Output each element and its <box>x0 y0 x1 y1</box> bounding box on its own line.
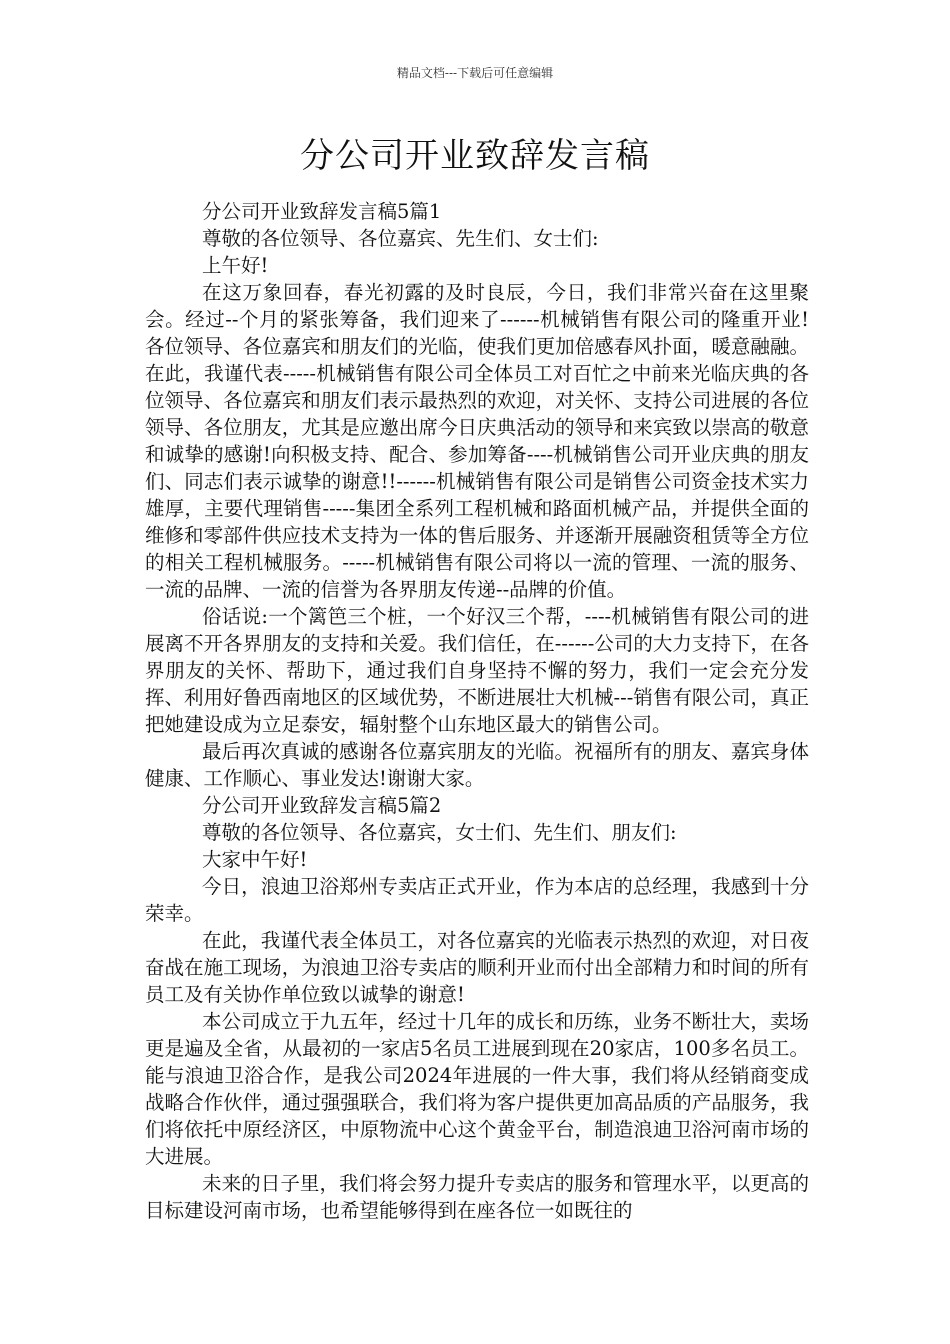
body-paragraph: 今日，浪迪卫浴郑州专卖店正式开业，作为本店的总经理，我感到十分荣幸。 <box>145 875 809 925</box>
section-heading-1: 分公司开业致辞发言稿5篇1 <box>202 200 442 223</box>
salutation-1: 尊敬的各位领导、各位嘉宾、先生们、女士们: <box>202 227 599 250</box>
greeting-2: 大家中午好! <box>202 848 308 871</box>
body-paragraph: 俗话说:一个篱笆三个桩，一个好汉三个帮，----机械销售有限公司的进展离不开各界朋友的支持和关爱。我们信任，在------公司的大力支持下，在各界朋友的关怀、帮助下，通过我们自身坚持不懈的努力，我们一定会充分发挥、利用好鲁西南地区的区域优势，不断进展壮大机械---销售有限公司，真正把她建设成为立足泰安，辐射整个山东地区最大的销售公司。 <box>145 605 809 736</box>
body-paragraph: 最后再次真诚的感谢各位嘉宾朋友的光临。祝福所有的朋友、嘉宾身体健康、工作顺心、事业发达!谢谢大家。 <box>145 740 809 790</box>
salutation-2: 尊敬的各位领导、各位嘉宾，女士们、先生们、朋友们: <box>202 821 677 844</box>
body-paragraph: 本公司成立于九五年，经过十几年的成长和历练，业务不断壮大，卖场更是遍及全省，从最初的一家店5名员工进展到现在20家店，100多名员工。能与浪迪卫浴合作，是我公司2024年进展的一件大事，我们将从经销商变成战略合作伙伴，通过强强联合，我们将为客户提供更加高品质的产品服务，我们将依托中原经济区，中原物流中心这个黄金平台，制造浪迪卫浴河南市场的大进展。 <box>145 1010 809 1168</box>
greeting-1: 上午好! <box>202 254 269 277</box>
body-paragraph: 未来的日子里，我们将会努力提升专卖店的服务和管理水平，以更高的目标建设河南市场，也希望能够得到在座各位一如既往的 <box>145 1172 809 1222</box>
header-note: 精品文档---下载后可任意编辑 <box>396 66 554 80</box>
body-paragraph: 在此，我谨代表全体员工，对各位嘉宾的光临表示热烈的欢迎，对日夜奋战在施工现场，为浪迪卫浴专卖店的顺利开业而付出全部精力和时间的所有员工及有关协作单位致以诚挚的谢意! <box>145 929 809 1006</box>
document-body <box>145 198 809 1224</box>
body-paragraph: 在这万象回春，春光初露的及时良辰，今日，我们非常兴奋在这里聚会。经过--个月的紧张筹备，我们迎来了------机械销售有限公司的隆重开业!各位领导、各位嘉宾和朋友们的光临，使我们更加倍感春风扑面，暖意融融。在此，我谨代表-----机械销售有限公司全体员工对百忙之中前来光临庆典的各位领导、各位嘉宾和朋友们表示最热烈的欢迎，对关怀、支持公司进展的各位领导、各位朋友，尤其是应邀出席今日庆典活动的领导和来宾致以崇高的敬意和诚挚的感谢!向积极支持、配合、参加筹备----机械销售公司开业庆典的朋友们、同志们表示诚挚的谢意!!------机械销售有限公司是销售公司资金技术实力雄厚，主要代理销售-----集团全系列工程机械和路面机械产品，并提供全面的维修和零部件供应技术支持为一体的售后服务、并逐渐开展融资租赁等全方位的相关工程机械服务。-----机械销售有限公司将以一流的管理、一流的服务、一流的品牌、一流的信誉为各界朋友传递--品牌的价值。 <box>145 281 809 601</box>
section-heading-2: 分公司开业致辞发言稿5篇2 <box>202 794 442 817</box>
document-title: 分公司开业致辞发言稿 <box>300 136 650 176</box>
